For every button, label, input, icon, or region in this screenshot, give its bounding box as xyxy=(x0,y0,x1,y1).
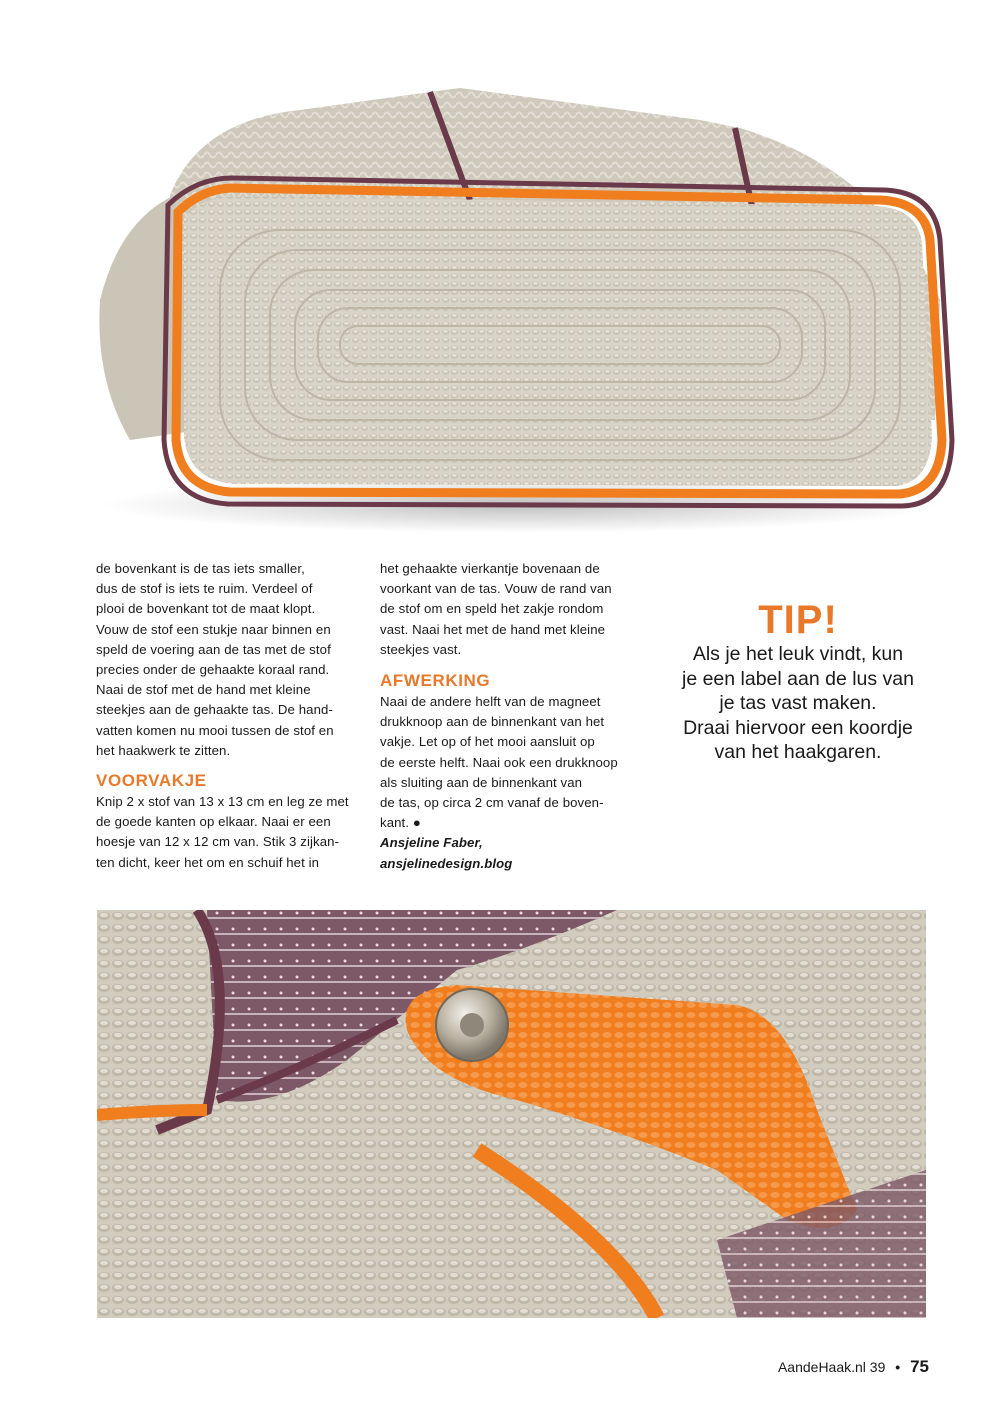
paragraph-line: als sluiting aan de binnenkant van xyxy=(380,774,583,790)
clasp-illustration xyxy=(97,910,926,1318)
paragraph-line: Vouw de stof een stukje naar binnen en xyxy=(96,621,331,637)
paragraph-line: de stof om en speld het zakje rondom xyxy=(380,601,604,617)
paragraph-line: speld de voering aan de tas met de stof xyxy=(96,641,331,657)
paragraph-line: vast. Naai het met de hand met kleine xyxy=(380,621,606,637)
magazine-name: AandeHaak.nl 39 xyxy=(777,1359,886,1375)
tip-line: Draai hiervoor een koordje xyxy=(683,716,913,739)
paragraph-line: Knip 2 x stof van 13 x 13 cm en leg ze met xyxy=(96,794,349,810)
paragraph-line: Naai de andere helft van de magneet xyxy=(380,694,601,710)
tip-box xyxy=(668,598,928,765)
paragraph-line: ten dicht, keer het om en schuif het in xyxy=(96,854,320,870)
paragraph-line: het haakwerk te zitten. xyxy=(96,742,231,758)
photo-bag-bottom xyxy=(0,0,999,545)
text-column-1 xyxy=(96,559,368,873)
paragraph-line: de tas, op circa 2 cm vanaf de boven- xyxy=(380,795,604,811)
paragraph-line: Naai de stof met de hand met kleine xyxy=(96,682,311,698)
paragraph-line: steekjes aan de gehaakte tas. De hand- xyxy=(96,702,333,718)
tip-line: van het haakgaren. xyxy=(714,741,882,763)
tip-line: je tas vast maken. xyxy=(719,692,877,714)
paragraph-line: de eerste helft. Naai ook een drukknoop xyxy=(380,754,618,770)
author-website: ansjelinedesign.blog xyxy=(380,855,513,871)
paragraph-line: dus de stof is iets te ruim. Verdeel of xyxy=(96,581,313,597)
page-footer xyxy=(778,1357,929,1377)
paragraph-line: steekjes vast. xyxy=(380,641,462,657)
heading-voorvakje: VOORVAKJE xyxy=(96,771,207,791)
paragraph-line: precies onder de gehaakte koraal rand. xyxy=(96,662,330,678)
paragraph-line: plooi de bovenkant tot de maat klopt. xyxy=(96,601,316,617)
page-number: 75 xyxy=(910,1357,929,1376)
tip-line: je een label aan de lus van xyxy=(681,667,914,690)
paragraph-line: drukknoop aan de binnenkant van het xyxy=(380,714,605,730)
paragraph-line: de bovenkant is de tas iets smaller, xyxy=(96,561,305,576)
paragraph-line: hoesje van 12 x 12 cm van. Stik 3 zijkan- xyxy=(96,834,340,850)
paragraph-line: kant. ● xyxy=(380,815,421,831)
author-name: Ansjeline Faber, xyxy=(380,835,483,851)
tip-title: TIP! xyxy=(758,598,838,642)
tip-line: Als je het leuk vindt, kun xyxy=(692,643,904,665)
photo-magnetic-clasp xyxy=(97,910,926,1318)
orange-stripe xyxy=(97,1110,207,1115)
paragraph-line: de goede kanten op elkaar. Naai er een xyxy=(96,814,331,830)
tip-body xyxy=(668,642,928,765)
bag-bottom-illustration xyxy=(0,0,999,545)
bag-base-panel xyxy=(184,196,932,486)
paragraph-line: het gehaakte vierkantje bovenaan de xyxy=(380,561,600,576)
text-column-2 xyxy=(380,559,642,874)
clasp-center xyxy=(460,1013,484,1037)
paragraph-line: voorkant van de tas. Vouw de rand van xyxy=(380,581,612,597)
paragraph-line: vatten komen nu mooi tussen de stof en xyxy=(96,722,334,738)
footer-bullet: • xyxy=(895,1359,901,1375)
paragraph-line: vakje. Let op of het mooi aansluit op xyxy=(380,734,595,750)
heading-afwerking: AFWERKING xyxy=(380,671,491,691)
